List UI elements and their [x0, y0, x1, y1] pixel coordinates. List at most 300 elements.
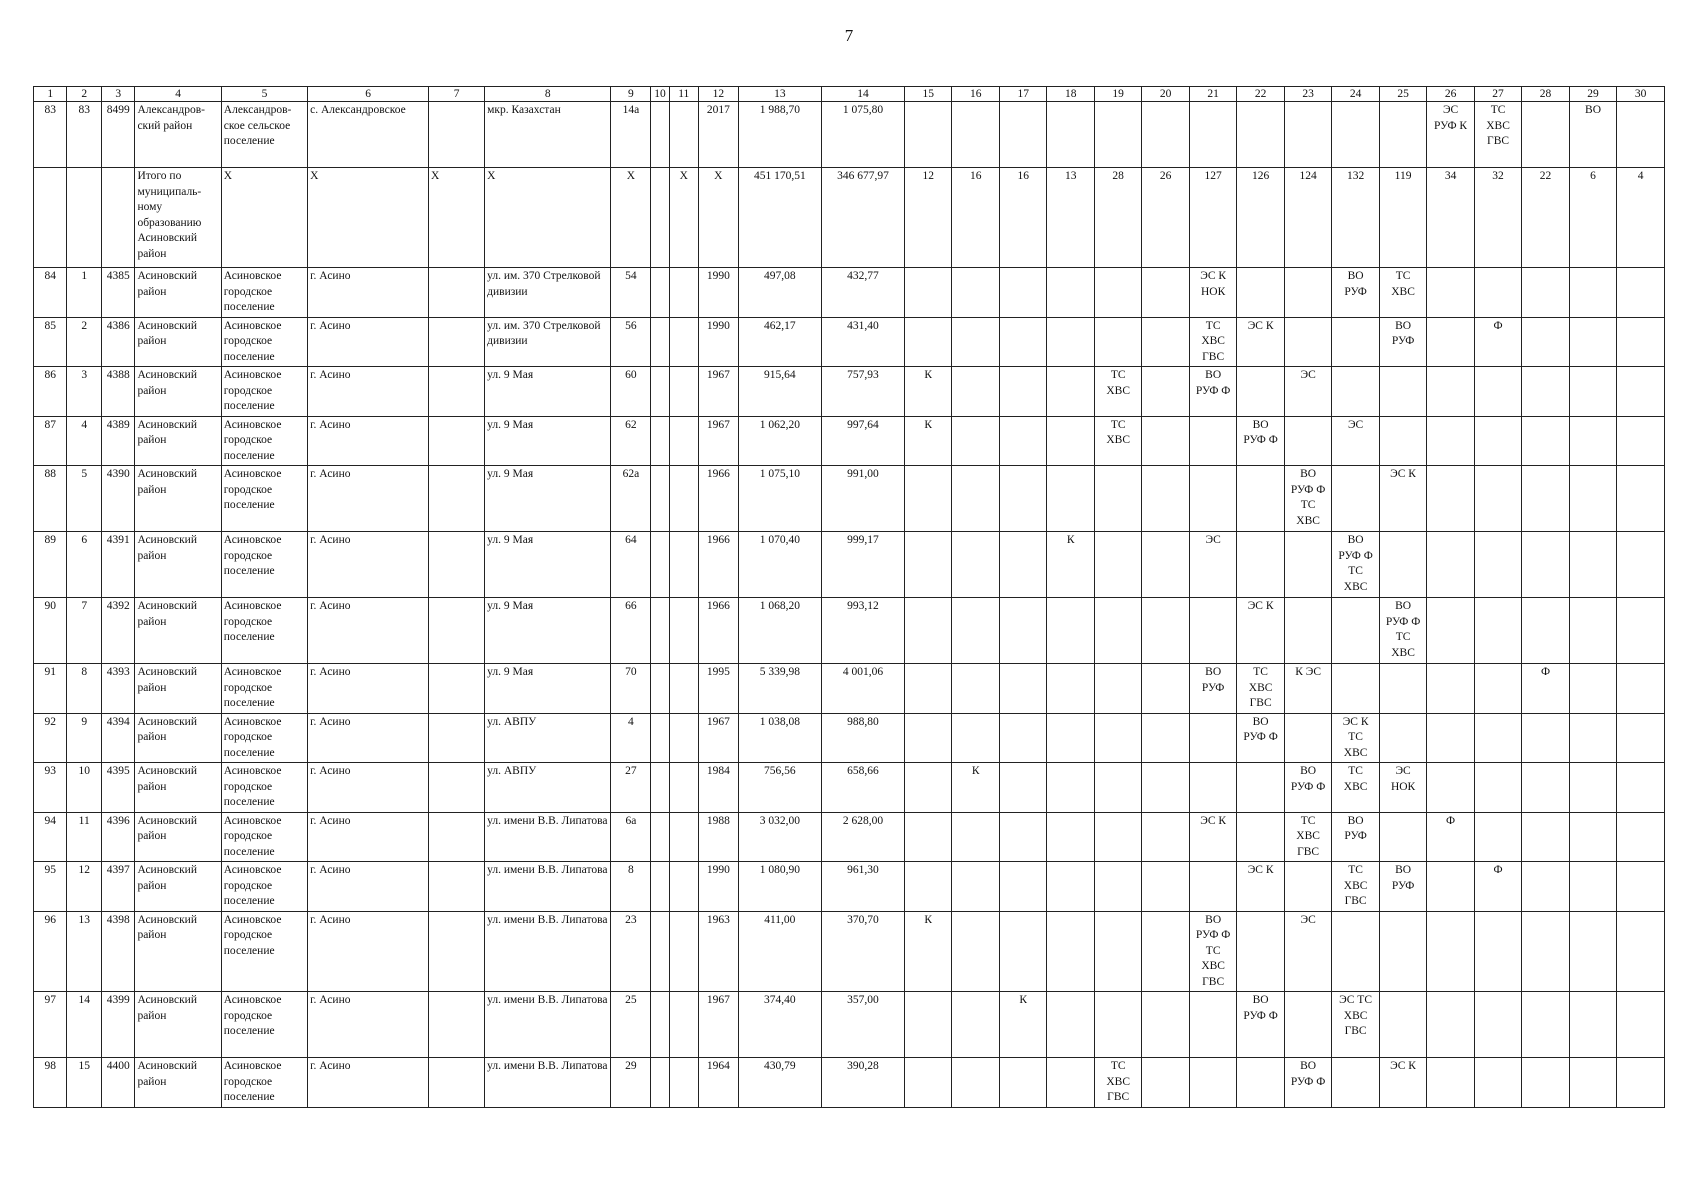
- cell-col-21: ВО РУФ: [1189, 664, 1236, 714]
- cell-col-5: X: [221, 168, 307, 268]
- cell-col-1: 96: [34, 911, 67, 992]
- cell-col-24: ТС ХВС: [1332, 763, 1379, 813]
- cell-col-15: [905, 532, 952, 598]
- cell-col-16: 16: [952, 168, 999, 268]
- cell-col-7: [429, 664, 485, 714]
- cell-col-27: [1474, 713, 1521, 763]
- cell-col-30: [1617, 713, 1665, 763]
- cell-col-25: ЭС НОК: [1379, 763, 1426, 813]
- column-header-6: 6: [308, 87, 429, 102]
- cell-col-15: К: [905, 416, 952, 466]
- cell-col-1: 91: [34, 664, 67, 714]
- column-header-8: 8: [485, 87, 611, 102]
- cell-col-17: [999, 532, 1046, 598]
- cell-col-1: 95: [34, 862, 67, 912]
- cell-col-27: [1474, 466, 1521, 532]
- cell-col-9: 27: [611, 763, 651, 813]
- cell-col-30: [1617, 911, 1665, 992]
- cell-col-15: 12: [905, 168, 952, 268]
- column-header-13: 13: [738, 87, 821, 102]
- cell-col-18: 13: [1047, 168, 1094, 268]
- cell-col-21: [1189, 416, 1236, 466]
- cell-col-10: [651, 763, 669, 813]
- cell-col-27: [1474, 268, 1521, 318]
- cell-col-17: [999, 1058, 1046, 1108]
- cell-col-14: 390,28: [821, 1058, 904, 1108]
- cell-col-28: [1522, 1058, 1569, 1108]
- cell-col-10: [651, 102, 669, 168]
- cell-col-19: [1094, 466, 1141, 532]
- cell-col-7: [429, 1058, 485, 1108]
- cell-col-6: г. Асино: [308, 763, 429, 813]
- cell-col-10: [651, 664, 669, 714]
- cell-col-28: 22: [1522, 168, 1569, 268]
- cell-col-13: 1 075,10: [738, 466, 821, 532]
- cell-col-4: Асиновский район: [135, 862, 221, 912]
- cell-col-27: 32: [1474, 168, 1521, 268]
- cell-col-4: Асиновский район: [135, 416, 221, 466]
- cell-col-22: [1237, 532, 1284, 598]
- cell-col-7: [429, 317, 485, 367]
- cell-col-14: 658,66: [821, 763, 904, 813]
- table-row: [34, 317, 1665, 367]
- cell-col-11: [669, 317, 698, 367]
- cell-col-26: 34: [1427, 168, 1474, 268]
- cell-col-5: Асиновское городское поселение: [221, 862, 307, 912]
- cell-col-8: ул. 9 Мая: [485, 532, 611, 598]
- column-header-19: 19: [1094, 87, 1141, 102]
- column-header-11: 11: [669, 87, 698, 102]
- cell-col-17: [999, 317, 1046, 367]
- cell-col-24: ВО РУФ: [1332, 268, 1379, 318]
- cell-col-5: Асиновское городское поселение: [221, 367, 307, 417]
- cell-col-3: 4394: [101, 713, 134, 763]
- cell-col-12: 1963: [698, 911, 738, 992]
- cell-col-6: с. Александровское: [308, 102, 429, 168]
- cell-col-3: 4399: [101, 992, 134, 1058]
- cell-col-24: ВО РУФ: [1332, 812, 1379, 862]
- cell-col-2: 8: [67, 664, 102, 714]
- cell-col-20: [1142, 911, 1189, 992]
- cell-col-17: [999, 102, 1046, 168]
- cell-col-4: Асиновский район: [135, 317, 221, 367]
- cell-col-12: 1988: [698, 812, 738, 862]
- cell-col-17: [999, 416, 1046, 466]
- cell-col-24: [1332, 367, 1379, 417]
- cell-col-24: ЭС ТС ХВС ГВС: [1332, 992, 1379, 1058]
- table-row: [34, 168, 1665, 268]
- cell-col-10: [651, 168, 669, 268]
- cell-col-10: [651, 532, 669, 598]
- cell-col-20: [1142, 102, 1189, 168]
- cell-col-21: ЭС: [1189, 532, 1236, 598]
- cell-col-5: Асиновское городское поселение: [221, 812, 307, 862]
- cell-col-7: [429, 992, 485, 1058]
- cell-col-22: [1237, 763, 1284, 813]
- cell-col-25: ВО РУФ: [1379, 862, 1426, 912]
- cell-col-27: [1474, 812, 1521, 862]
- cell-col-12: 1967: [698, 992, 738, 1058]
- cell-col-14: 999,17: [821, 532, 904, 598]
- cell-col-15: [905, 268, 952, 318]
- cell-col-30: [1617, 992, 1665, 1058]
- cell-col-6: г. Асино: [308, 268, 429, 318]
- cell-col-17: [999, 763, 1046, 813]
- cell-col-2: 15: [67, 1058, 102, 1108]
- cell-col-9: 62: [611, 416, 651, 466]
- cell-col-7: [429, 812, 485, 862]
- cell-col-25: [1379, 911, 1426, 992]
- cell-col-10: [651, 992, 669, 1058]
- cell-col-29: [1569, 664, 1616, 714]
- cell-col-19: [1094, 317, 1141, 367]
- cell-col-18: К: [1047, 532, 1094, 598]
- cell-col-23: [1284, 102, 1331, 168]
- cell-col-4: Асиновский район: [135, 268, 221, 318]
- cell-col-23: [1284, 317, 1331, 367]
- cell-col-27: [1474, 598, 1521, 664]
- cell-col-3: 4400: [101, 1058, 134, 1108]
- cell-col-24: [1332, 317, 1379, 367]
- cell-col-26: [1427, 664, 1474, 714]
- cell-col-16: [952, 664, 999, 714]
- cell-col-17: [999, 911, 1046, 992]
- cell-col-23: ЭС: [1284, 911, 1331, 992]
- cell-col-3: 4395: [101, 763, 134, 813]
- cell-col-21: [1189, 713, 1236, 763]
- cell-col-26: [1427, 862, 1474, 912]
- cell-col-12: X: [698, 168, 738, 268]
- cell-col-16: [952, 268, 999, 318]
- cell-col-11: [669, 911, 698, 992]
- column-header-7: 7: [429, 87, 485, 102]
- cell-col-23: ТС ХВС ГВС: [1284, 812, 1331, 862]
- cell-col-22: 126: [1237, 168, 1284, 268]
- cell-col-16: [952, 367, 999, 417]
- cell-col-19: [1094, 664, 1141, 714]
- cell-col-4: Асиновский район: [135, 466, 221, 532]
- cell-col-23: [1284, 713, 1331, 763]
- table-row: [34, 598, 1665, 664]
- column-header-2: 2: [67, 87, 102, 102]
- cell-col-29: [1569, 532, 1616, 598]
- cell-col-26: [1427, 466, 1474, 532]
- column-number-row: [34, 87, 1665, 102]
- cell-col-14: 997,64: [821, 416, 904, 466]
- cell-col-19: [1094, 598, 1141, 664]
- cell-col-21: ВО РУФ Ф ТС ХВС ГВС: [1189, 911, 1236, 992]
- cell-col-18: [1047, 992, 1094, 1058]
- cell-col-14: 1 075,80: [821, 102, 904, 168]
- cell-col-17: [999, 812, 1046, 862]
- cell-col-25: ВО РУФ Ф ТС ХВС: [1379, 598, 1426, 664]
- cell-col-27: [1474, 992, 1521, 1058]
- cell-col-3: [101, 168, 134, 268]
- cell-col-20: [1142, 862, 1189, 912]
- cell-col-5: Асиновское городское поселение: [221, 713, 307, 763]
- cell-col-16: [952, 532, 999, 598]
- cell-col-29: [1569, 812, 1616, 862]
- cell-col-22: ВО РУФ Ф: [1237, 713, 1284, 763]
- column-header-16: 16: [952, 87, 999, 102]
- cell-col-9: 60: [611, 367, 651, 417]
- cell-col-16: К: [952, 763, 999, 813]
- cell-col-12: 1990: [698, 317, 738, 367]
- cell-col-14: 2 628,00: [821, 812, 904, 862]
- cell-col-21: [1189, 598, 1236, 664]
- cell-col-20: [1142, 664, 1189, 714]
- cell-col-23: К ЭС: [1284, 664, 1331, 714]
- cell-col-8: ул. имени В.В. Липатова: [485, 911, 611, 992]
- cell-col-22: ВО РУФ Ф: [1237, 416, 1284, 466]
- cell-col-27: [1474, 416, 1521, 466]
- cell-col-18: [1047, 268, 1094, 318]
- cell-col-29: [1569, 713, 1616, 763]
- cell-col-30: [1617, 763, 1665, 813]
- cell-col-10: [651, 466, 669, 532]
- cell-col-16: [952, 812, 999, 862]
- cell-col-1: 83: [34, 102, 67, 168]
- cell-col-1: 88: [34, 466, 67, 532]
- cell-col-10: [651, 416, 669, 466]
- table-row: [34, 1058, 1665, 1108]
- cell-col-1: 85: [34, 317, 67, 367]
- cell-col-1: 84: [34, 268, 67, 318]
- cell-col-9: X: [611, 168, 651, 268]
- cell-col-2: 4: [67, 416, 102, 466]
- cell-col-27: [1474, 1058, 1521, 1108]
- cell-col-22: [1237, 466, 1284, 532]
- cell-col-3: 4392: [101, 598, 134, 664]
- cell-col-9: 56: [611, 317, 651, 367]
- cell-col-29: 6: [1569, 168, 1616, 268]
- cell-col-27: [1474, 664, 1521, 714]
- cell-col-22: [1237, 1058, 1284, 1108]
- cell-col-1: [34, 168, 67, 268]
- cell-col-18: [1047, 812, 1094, 862]
- cell-col-5: Асиновское городское поселение: [221, 664, 307, 714]
- cell-col-7: [429, 763, 485, 813]
- cell-col-20: [1142, 367, 1189, 417]
- cell-col-15: [905, 664, 952, 714]
- cell-col-17: 16: [999, 168, 1046, 268]
- cell-col-29: [1569, 598, 1616, 664]
- cell-col-17: К: [999, 992, 1046, 1058]
- cell-col-3: 4385: [101, 268, 134, 318]
- table-row: [34, 862, 1665, 912]
- cell-col-23: [1284, 598, 1331, 664]
- cell-col-20: [1142, 992, 1189, 1058]
- cell-col-16: [952, 862, 999, 912]
- cell-col-21: [1189, 102, 1236, 168]
- cell-col-14: 431,40: [821, 317, 904, 367]
- cell-col-24: 132: [1332, 168, 1379, 268]
- cell-col-9: 70: [611, 664, 651, 714]
- cell-col-22: [1237, 367, 1284, 417]
- table-row: [34, 763, 1665, 813]
- cell-col-1: 98: [34, 1058, 67, 1108]
- cell-col-1: 87: [34, 416, 67, 466]
- cell-col-13: 5 339,98: [738, 664, 821, 714]
- cell-col-27: [1474, 911, 1521, 992]
- cell-col-22: ЭС К: [1237, 317, 1284, 367]
- cell-col-13: 915,64: [738, 367, 821, 417]
- cell-col-14: 432,77: [821, 268, 904, 318]
- cell-col-12: 1964: [698, 1058, 738, 1108]
- cell-col-10: [651, 862, 669, 912]
- cell-col-20: [1142, 812, 1189, 862]
- cell-col-12: 1967: [698, 713, 738, 763]
- cell-col-6: г. Асино: [308, 598, 429, 664]
- cell-col-4: Асиновский район: [135, 763, 221, 813]
- cell-col-13: 1 038,08: [738, 713, 821, 763]
- cell-col-24: [1332, 664, 1379, 714]
- cell-col-24: [1332, 911, 1379, 992]
- cell-col-30: [1617, 102, 1665, 168]
- cell-col-8: ул. 9 Мая: [485, 367, 611, 417]
- cell-col-3: 4393: [101, 664, 134, 714]
- column-header-29: 29: [1569, 87, 1616, 102]
- cell-col-7: [429, 268, 485, 318]
- cell-col-3: 4389: [101, 416, 134, 466]
- cell-col-15: [905, 763, 952, 813]
- cell-col-6: г. Асино: [308, 911, 429, 992]
- cell-col-28: [1522, 598, 1569, 664]
- cell-col-10: [651, 713, 669, 763]
- cell-col-2: 12: [67, 862, 102, 912]
- cell-col-11: [669, 812, 698, 862]
- cell-col-28: [1522, 713, 1569, 763]
- cell-col-12: 1967: [698, 367, 738, 417]
- cell-col-21: ВО РУФ Ф: [1189, 367, 1236, 417]
- table-row: [34, 812, 1665, 862]
- cell-col-28: [1522, 862, 1569, 912]
- column-header-18: 18: [1047, 87, 1094, 102]
- cell-col-5: Асиновское городское поселение: [221, 466, 307, 532]
- cell-col-12: 1966: [698, 532, 738, 598]
- cell-col-9: 29: [611, 1058, 651, 1108]
- cell-col-23: [1284, 992, 1331, 1058]
- cell-col-21: ЭС К НОК: [1189, 268, 1236, 318]
- cell-col-20: [1142, 317, 1189, 367]
- cell-col-26: [1427, 911, 1474, 992]
- cell-col-4: Асиновский район: [135, 713, 221, 763]
- cell-col-4: Асиновский район: [135, 664, 221, 714]
- cell-col-15: [905, 713, 952, 763]
- cell-col-16: [952, 102, 999, 168]
- cell-col-27: Ф: [1474, 317, 1521, 367]
- cell-col-30: [1617, 812, 1665, 862]
- cell-col-24: [1332, 466, 1379, 532]
- cell-col-5: Асиновское городское поселение: [221, 911, 307, 992]
- cell-col-20: [1142, 763, 1189, 813]
- cell-col-6: г. Асино: [308, 317, 429, 367]
- cell-col-9: 66: [611, 598, 651, 664]
- cell-col-23: ВО РУФ Ф: [1284, 763, 1331, 813]
- cell-col-22: ЭС К: [1237, 862, 1284, 912]
- cell-col-4: Асиновский район: [135, 1058, 221, 1108]
- cell-col-19: 28: [1094, 168, 1141, 268]
- registry-table: [33, 86, 1665, 1108]
- cell-col-16: [952, 992, 999, 1058]
- cell-col-8: ул. 9 Мая: [485, 466, 611, 532]
- cell-col-17: [999, 862, 1046, 912]
- cell-col-5: Асиновское городское поселение: [221, 416, 307, 466]
- cell-col-26: Ф: [1427, 812, 1474, 862]
- cell-col-14: 346 677,97: [821, 168, 904, 268]
- cell-col-30: [1617, 1058, 1665, 1108]
- cell-col-23: [1284, 416, 1331, 466]
- cell-col-24: [1332, 102, 1379, 168]
- cell-col-12: 1995: [698, 664, 738, 714]
- cell-col-22: ВО РУФ Ф: [1237, 992, 1284, 1058]
- cell-col-29: [1569, 862, 1616, 912]
- column-header-27: 27: [1474, 87, 1521, 102]
- cell-col-6: г. Асино: [308, 862, 429, 912]
- cell-col-18: [1047, 911, 1094, 992]
- table-row: [34, 911, 1665, 992]
- cell-col-26: [1427, 1058, 1474, 1108]
- cell-col-25: [1379, 664, 1426, 714]
- cell-col-27: [1474, 367, 1521, 417]
- cell-col-11: [669, 102, 698, 168]
- cell-col-3: 8499: [101, 102, 134, 168]
- cell-col-18: [1047, 416, 1094, 466]
- cell-col-28: Ф: [1522, 664, 1569, 714]
- cell-col-14: 991,00: [821, 466, 904, 532]
- column-header-1: 1: [34, 87, 67, 102]
- cell-col-2: 11: [67, 812, 102, 862]
- cell-col-7: [429, 713, 485, 763]
- cell-col-18: [1047, 1058, 1094, 1108]
- cell-col-14: 357,00: [821, 992, 904, 1058]
- cell-col-5: Асиновское городское поселение: [221, 763, 307, 813]
- cell-col-15: [905, 598, 952, 664]
- column-header-23: 23: [1284, 87, 1331, 102]
- cell-col-15: [905, 992, 952, 1058]
- cell-col-2: [67, 168, 102, 268]
- cell-col-17: [999, 466, 1046, 532]
- cell-col-26: [1427, 416, 1474, 466]
- cell-col-29: [1569, 416, 1616, 466]
- page-number: 7: [844, 26, 854, 45]
- cell-col-22: [1237, 102, 1284, 168]
- cell-col-21: [1189, 992, 1236, 1058]
- cell-col-19: [1094, 268, 1141, 318]
- cell-col-26: [1427, 713, 1474, 763]
- cell-col-3: 4396: [101, 812, 134, 862]
- cell-col-23: [1284, 862, 1331, 912]
- cell-col-19: [1094, 763, 1141, 813]
- cell-col-25: ЭС К: [1379, 466, 1426, 532]
- cell-col-20: [1142, 416, 1189, 466]
- cell-col-12: 1990: [698, 862, 738, 912]
- cell-col-19: ТС ХВС: [1094, 416, 1141, 466]
- cell-col-18: [1047, 598, 1094, 664]
- cell-col-13: 1 062,20: [738, 416, 821, 466]
- cell-col-18: [1047, 367, 1094, 417]
- cell-col-30: 4: [1617, 168, 1665, 268]
- cell-col-4: Итого по муниципаль-ному образованию Асиновский район: [135, 168, 221, 268]
- cell-col-11: [669, 862, 698, 912]
- cell-col-30: [1617, 416, 1665, 466]
- cell-col-13: 430,79: [738, 1058, 821, 1108]
- cell-col-16: [952, 1058, 999, 1108]
- cell-col-15: [905, 102, 952, 168]
- column-header-5: 5: [221, 87, 307, 102]
- cell-col-23: 124: [1284, 168, 1331, 268]
- cell-col-19: ТС ХВС ГВС: [1094, 1058, 1141, 1108]
